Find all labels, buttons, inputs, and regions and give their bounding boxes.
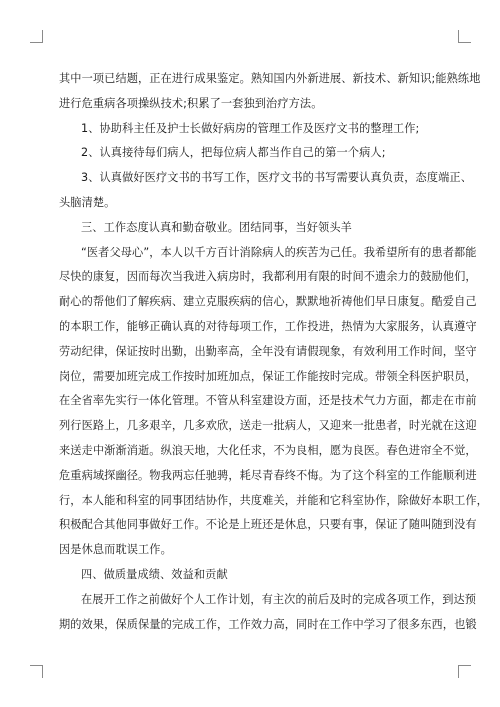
text-line: 行，本人能和科室的同事团结协作，共度难关，并能和它科室协作，除做好本职工作， xyxy=(59,493,488,507)
crop-mark-bottom-left xyxy=(30,665,43,678)
crop-mark-top-right xyxy=(458,30,471,43)
text-line: 来送走中渐渐消逝。纵浪天地，大化任求，不为良相，愿为良医。春色进帘全不觉， xyxy=(59,443,477,457)
text-line: 头脑清楚。 xyxy=(59,195,116,209)
text-line: 岗位，需要加班完成工作按时加班加点，保证工作能按时完成。带领全科医护职员， xyxy=(59,369,477,383)
text-line: 劳动纪律，保证按时出勤，出勤率高，全年没有请假现象，有效利用工作时间，坚守 xyxy=(59,344,477,358)
text-line: 期的效果，保质保量的完成工作，工作效力高，同时在工作中学习了很多东西，也锻 xyxy=(59,617,477,631)
text-line: 2、认真接待每们病人，把每位病人都当作自己的第一个病人; xyxy=(81,146,386,160)
text-line: 的本职工作，能够正确认真的对待每项工作，工作投进，热情为大家服务，认真遵守 xyxy=(59,319,477,333)
text-line: 耐心的帮他们了解疾病、建立克服疾病的信心，默默地祈祷他们早日康复。酷爱自己 xyxy=(59,295,477,309)
document-body xyxy=(59,67,488,637)
text-line: 三、工作态度认真和勤奋敬业。团结同事，当好领头羊 xyxy=(81,220,352,234)
text-line: 四、做质量成绩、效益和贡献 xyxy=(81,567,228,581)
text-line: 积极配合其他同事做好工作。不论是上班还是休息，只要有事，保证了随叫随到没有 xyxy=(59,518,477,532)
text-line: 在全省率先实行一体化管理。不管从科室建设方面，还是技术气力方面，都走在市前 xyxy=(59,394,477,408)
crop-mark-bottom-right xyxy=(458,665,471,678)
text-line: 其中一项已结题，正在进行成果鉴定。熟知国内外新进展、新技术、新知识;能熟练地 xyxy=(59,72,481,85)
text-line: “医者父母心”，本人以千方百计消除病人的疾苦为己任。我希望所有的患者都能 xyxy=(81,245,477,259)
text-line: 1、协助科主任及护士长做好病房的管理工作及医疗文书的整理工作; xyxy=(81,121,420,135)
text-line: 危重病域探幽径。物我两忘任驰骋，耗尽青春终不悔。为了这个科室的工作能顺利进 xyxy=(59,468,477,482)
text-line: 尽快的康复，因而每次当我进入病房时，我都利用有限的时间不遗余力的鼓励他们， xyxy=(59,270,477,284)
text-line: 因是休息而耽误工作。 xyxy=(59,543,172,557)
crop-mark-top-left xyxy=(30,30,43,43)
text-line: 进行危重病各项操纵技术;积累了一套独到治疗方法。 xyxy=(59,96,323,110)
text-line: 在展开工作之前做好个人工作计划，有主次的前后及时的完成各项工作，到达预 xyxy=(81,592,477,606)
text-line: 3、认真做好医疗文书的书写工作，医疗文书的书写需要认真负责，态度端正、 xyxy=(81,171,472,185)
text-line: 列行医路上，几多艰辛，几多欢欣，送走一批病人，又迎来一批患者，时光就在这迎 xyxy=(59,419,477,433)
